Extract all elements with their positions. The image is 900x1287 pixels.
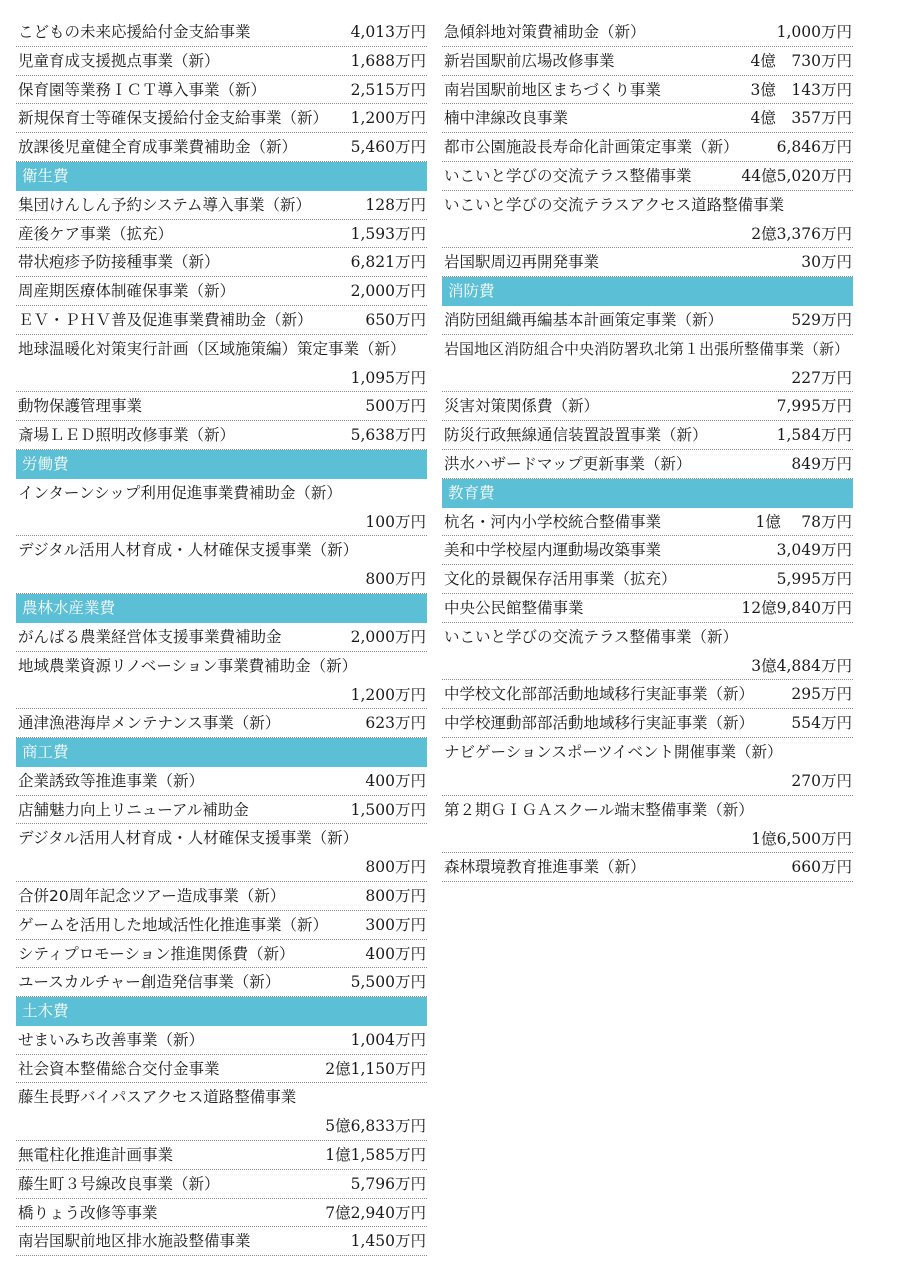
budget-item-amount: 4億 357万円 <box>750 109 852 128</box>
budget-item-amount: 1,200万円 <box>350 109 426 128</box>
budget-item-amount: 12億9,840万円 <box>741 598 852 617</box>
budget-item-row <box>16 421 427 450</box>
budget-item-name: 美和中学校屋内運動場改築事業 <box>444 541 662 560</box>
budget-item-row <box>442 680 853 709</box>
budget-item-amount: 400万円 <box>365 771 426 790</box>
budget-item-amount: 500万円 <box>365 397 426 416</box>
budget-item-name: ゲームを活用した地域活性化推進事業（新） <box>18 915 329 934</box>
budget-item-name: 藤生長野バイパスアクセス道路整備事業 <box>18 1088 297 1107</box>
budget-item-name: 杭名・河内小学校統合整備事業 <box>444 512 662 531</box>
budget-item-row <box>16 248 427 277</box>
budget-item-name: 斎場ＬＥＤ照明改修事業（新） <box>18 426 236 445</box>
budget-item-name: 都市公園施設長寿命化計画策定事業（新） <box>444 138 739 157</box>
budget-item-amount: 1億 78万円 <box>755 512 852 531</box>
budget-item-amount: 6,821万円 <box>350 253 426 272</box>
budget-item-name: 合併20周年記念ツアー造成事業（新） <box>18 886 286 905</box>
budget-item-row <box>442 450 853 479</box>
budget-item-amount: 5,995万円 <box>776 570 852 589</box>
budget-item-row <box>16 1170 427 1199</box>
budget-item-row <box>16 18 427 47</box>
budget-item-name: いこいと学びの交流テラス整備事業（新） <box>444 627 739 646</box>
budget-item-amount: 1,450万円 <box>350 1232 426 1251</box>
budget-item-row <box>16 796 427 825</box>
budget-item-amount: 6,846万円 <box>776 138 852 157</box>
budget-item-name: ユースカルチャー創造発信事業（新） <box>18 973 281 992</box>
budget-item-amount: 800万円 <box>365 858 426 877</box>
budget-item-amount: 650万円 <box>365 310 426 329</box>
budget-item-name: 地球温暖化対策実行計画（区域施策編）策定事業（新） <box>18 339 406 358</box>
budget-item-amount: 1億6,500万円 <box>751 829 852 848</box>
budget-item-name: 社会資本整備総合交付金事業 <box>18 1059 220 1078</box>
budget-item-row <box>16 767 427 796</box>
budget-item-row <box>16 335 427 393</box>
budget-item-name: 洪水ハザードマップ更新事業（新） <box>444 454 692 473</box>
budget-item-row <box>442 738 853 796</box>
budget-item-amount: 3,049万円 <box>776 541 852 560</box>
budget-item-row <box>442 796 853 854</box>
budget-item-name: 消防団組織再編基本計画策定事業（新） <box>444 310 724 329</box>
budget-item-row <box>16 968 427 997</box>
budget-item-name: いこいと学びの交流テラスアクセス道路整備事業 <box>444 195 785 214</box>
budget-item-name: ＥＶ・ＰＨＶ普及促進事業費補助金（新） <box>18 310 313 329</box>
budget-item-name: 店舗魅力向上リニューアル補助金 <box>18 800 249 819</box>
budget-item-row <box>442 306 853 335</box>
budget-item-row <box>442 18 853 47</box>
budget-item-amount: 1億1,585万円 <box>325 1146 426 1165</box>
budget-item-name: いこいと学びの交流テラス整備事業 <box>444 166 692 185</box>
budget-item-row <box>16 47 427 76</box>
budget-item-amount: 7,995万円 <box>776 397 852 416</box>
budget-item-row <box>442 335 853 393</box>
budget-item-row <box>442 191 853 249</box>
budget-item-amount: 1,593万円 <box>350 224 426 243</box>
budget-item-name: 産後ケア事業（拡充） <box>18 224 174 243</box>
budget-item-name: 企業誘致等推進事業（新） <box>18 771 205 790</box>
budget-item-name: 帯状疱疹予防接種事業（新） <box>18 253 220 272</box>
budget-item-name: デジタル活用人材育成・人材確保支援事業（新） <box>18 829 359 848</box>
budget-item-amount: 1,584万円 <box>776 426 852 445</box>
budget-item-amount: 227万円 <box>791 368 852 387</box>
budget-item-name: 放課後児童健全育成事業費補助金（新） <box>18 138 298 157</box>
budget-item-amount: 800万円 <box>365 886 426 905</box>
budget-item-name: 岩国駅周辺再開発事業 <box>444 253 600 272</box>
budget-item-amount: 3億 143万円 <box>750 80 852 99</box>
section-header: 労働費 <box>16 450 427 479</box>
budget-item-amount: 1,200万円 <box>350 685 426 704</box>
budget-item-row <box>16 220 427 249</box>
budget-item-row <box>16 104 427 133</box>
budget-item-amount: 1,688万円 <box>350 51 426 70</box>
budget-item-name: 急傾斜地対策費補助金（新） <box>444 23 646 41</box>
budget-item-amount: 5,638万円 <box>350 426 426 445</box>
budget-item-row <box>442 392 853 421</box>
budget-item-amount: 3億4,884万円 <box>751 656 852 675</box>
budget-item-amount: 849万円 <box>791 454 852 473</box>
budget-item-row <box>442 565 853 594</box>
budget-item-row <box>442 709 853 738</box>
budget-item-name: 児童育成支援拠点事業（新） <box>18 51 220 70</box>
budget-item-amount: 623万円 <box>365 714 426 733</box>
budget-item-amount: 1,095万円 <box>350 368 426 387</box>
budget-item-name: 橋りょう改修等事業 <box>18 1203 158 1222</box>
budget-item-row <box>16 191 427 220</box>
budget-item-name: 動物保護管理事業 <box>18 397 143 416</box>
budget-item-row <box>442 421 853 450</box>
budget-item-row <box>16 652 427 710</box>
budget-item-name: 中央公民館整備事業 <box>444 598 584 617</box>
budget-item-name: 無電柱化推進計画事業 <box>18 1146 174 1165</box>
budget-item-row <box>442 133 853 162</box>
budget-item-row <box>16 536 427 594</box>
budget-item-amount: 5,500万円 <box>350 973 426 992</box>
budget-item-row <box>442 594 853 623</box>
budget-item-row <box>16 277 427 306</box>
budget-item-row <box>442 162 853 191</box>
budget-item-row <box>16 709 427 738</box>
budget-item-amount: 7億2,940万円 <box>325 1203 426 1222</box>
budget-item-amount: 5,460万円 <box>350 138 426 157</box>
budget-item-name: 藤生町３号線改良事業（新） <box>18 1174 220 1193</box>
section-header: 消防費 <box>442 277 853 306</box>
budget-item-amount: 554万円 <box>791 714 852 733</box>
budget-item-row <box>16 1055 427 1084</box>
budget-item-name: 中学校文化部部活動地域移行実証事業（新） <box>444 685 755 704</box>
budget-item-name: 岩国地区消防組合中央消防署玖北第１出張所整備事業（新） <box>444 339 850 358</box>
budget-item-amount: 2,000万円 <box>350 627 426 646</box>
budget-item-name: シティプロモーション推進関係費（新） <box>18 944 295 963</box>
budget-item-row <box>442 104 853 133</box>
budget-item-name: インターンシップ利用促進事業費補助金（新） <box>18 483 342 502</box>
section-header: 商工費 <box>16 738 427 767</box>
budget-item-name: 地域農業資源リノベーション事業費補助金（新） <box>18 656 358 675</box>
budget-item-name: こどもの未来応援給付金支給事業 <box>18 23 251 41</box>
budget-item-amount: 1,004万円 <box>350 1030 426 1049</box>
budget-item-amount: 800万円 <box>365 570 426 589</box>
budget-item-amount: 128万円 <box>365 195 426 214</box>
budget-item-name: がんばる農業経営体支援事業費補助金 <box>18 627 282 646</box>
budget-item-amount: 4,013万円 <box>350 23 426 41</box>
section-header: 衛生費 <box>16 162 427 191</box>
budget-item-row <box>16 824 427 882</box>
budget-item-amount: 2,000万円 <box>350 282 426 301</box>
budget-item-name: 南岩国駅前地区まちづくり事業 <box>444 80 661 99</box>
budget-item-amount: 660万円 <box>791 858 852 877</box>
budget-item-row <box>442 536 853 565</box>
budget-item-name: デジタル活用人材育成・人材確保支援事業（新） <box>18 541 359 560</box>
budget-item-name: 通津漁港海岸メンテナンス事業（新） <box>18 714 281 733</box>
budget-item-amount: 100万円 <box>365 512 426 531</box>
budget-item-row <box>16 1141 427 1170</box>
budget-item-name: 集団けんしん予約システム導入事業（新） <box>18 195 311 214</box>
budget-item-name: 楠中津線改良事業 <box>444 109 569 128</box>
budget-item-amount: 1,500万円 <box>350 800 426 819</box>
section-header: 教育費 <box>442 479 853 508</box>
budget-item-name: 第２期ＧＩＧＡスクール端末整備事業（新） <box>444 800 754 819</box>
budget-item-amount: 2億1,150万円 <box>325 1059 426 1078</box>
budget-item-row <box>16 940 427 969</box>
budget-item-row <box>16 1227 427 1256</box>
budget-item-amount: 2億3,376万円 <box>751 224 852 243</box>
budget-item-name: 中学校運動部部活動地域移行実証事業（新） <box>444 714 755 733</box>
budget-item-row <box>16 882 427 911</box>
budget-item-row <box>16 479 427 537</box>
budget-item-name: 森林環境教育推進事業（新） <box>444 858 646 877</box>
budget-item-amount: 44億5,020万円 <box>741 166 852 185</box>
budget-item-amount: 1,000万円 <box>776 23 852 41</box>
section-header: 農林水産業費 <box>16 594 427 623</box>
section-header: 土木費 <box>16 997 427 1026</box>
budget-item-amount: 2,515万円 <box>350 80 426 99</box>
budget-item-name: 保育園等業務ＩＣＴ導入事業（新） <box>18 80 267 99</box>
budget-item-row <box>16 1026 427 1055</box>
budget-item-amount: 400万円 <box>365 944 426 963</box>
budget-item-row <box>16 623 427 652</box>
budget-item-amount: 529万円 <box>791 310 852 329</box>
budget-item-amount: 270万円 <box>791 771 852 790</box>
budget-item-amount: 30万円 <box>801 253 852 272</box>
budget-item-row <box>16 911 427 940</box>
budget-item-amount: 5,796万円 <box>350 1174 426 1193</box>
budget-item-row <box>16 133 427 162</box>
budget-item-row <box>16 392 427 421</box>
budget-item-row <box>16 306 427 335</box>
budget-item-amount: 4億 730万円 <box>750 51 852 70</box>
budget-item-amount: 295万円 <box>791 685 852 704</box>
budget-item-name: 周産期医療体制確保事業（新） <box>18 282 236 301</box>
budget-item-amount: 5億6,833万円 <box>325 1117 426 1136</box>
budget-item-row <box>442 623 853 681</box>
budget-item-name: ナビゲーションスポーツイベント開催事業（新） <box>444 742 783 761</box>
budget-item-name: 新規保育士等確保支援給付金支給事業（新） <box>18 109 329 128</box>
budget-item-row <box>442 76 853 105</box>
budget-item-name: 新岩国駅前広場改修事業 <box>444 51 615 70</box>
budget-item-amount: 300万円 <box>365 915 426 934</box>
budget-item-row <box>442 248 853 277</box>
budget-item-name: 文化的景観保存活用事業（拡充） <box>444 570 677 589</box>
budget-item-name: 防災行政無線通信装置設置事業（新） <box>444 426 708 445</box>
budget-item-row <box>16 1083 427 1141</box>
budget-item-row <box>442 853 853 882</box>
budget-item-name: せまいみち改善事業（新） <box>18 1030 205 1049</box>
budget-item-name: 南岩国駅前地区排水施設整備事業 <box>18 1232 251 1251</box>
budget-item-row <box>442 47 853 76</box>
budget-item-row <box>442 508 853 537</box>
left-column <box>16 18 427 1256</box>
budget-item-name: 災害対策関係費（新） <box>444 397 600 416</box>
budget-item-row <box>16 1199 427 1228</box>
budget-item-row <box>16 76 427 105</box>
right-column <box>442 18 853 882</box>
